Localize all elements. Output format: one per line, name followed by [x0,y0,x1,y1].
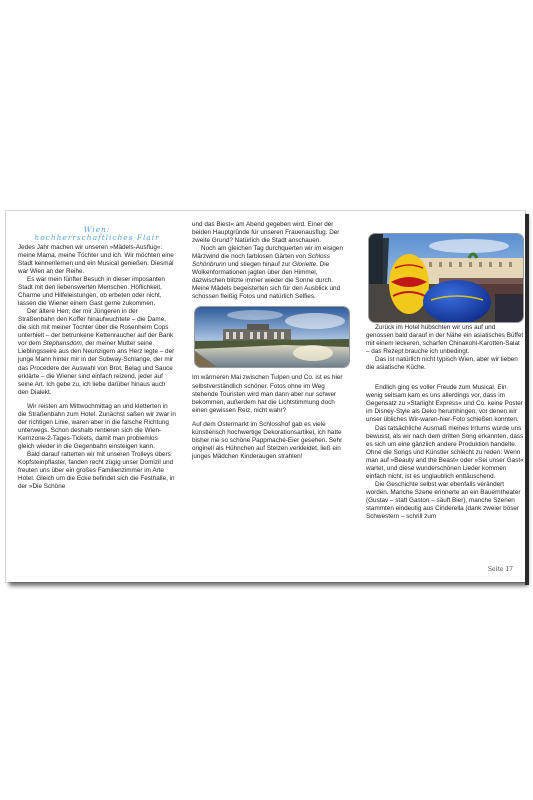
text-column-3 [366,324,524,521]
paragraph: Die Geschichte selbst war ebenfalls verändert worden. Manche Szene erinnerte an ein Bauerntheater (Gustav – statt Gaston – säuft Bier), manche Szenen stammten eindeutig aus Cinderella (dank zweier böser Schwestern – schrill zum [366,480,521,521]
paragraph: Auf dem Ostermarkt im Schlosshof gab es viele künstlerisch hochwertige Dekorationsartikel, ich hatte bisher nie so schöne Pappmaché-Eier gesehen. Sehr originell als Hühnchen auf Stelzen verkleidet, ließ ein junges Mädchen Kinderaugen strahlen! [192,420,343,460]
magazine-page [6,211,525,582]
paragraph: Das ist natürlich nicht typisch Wien, aber wir lieben die asiatische Küche. [366,356,518,372]
article-heading [18,226,176,243]
paragraph: Jedes Jahr machen wir unseren »Mädels-Ausflug«: meine Mama, meine Töchter und ich. Wir möchten eine Stadt kennenlernen und ein Musical genießen. Diesmal war Wien an der Reihe. [18,243,174,275]
heading-line-2: hochherrschaftliches Flair [34,233,160,243]
page-number: Seite 17 [487,566,513,573]
paragraph: Das tatsächliche Ausmaß meines Irrtums wurde uns bewusst, als wir nach dem dritten Song erkannten, dass es sich um eine gänzlich andere Produktion handelte. Ohne die Songs und Künstler schlecht zu reden: Wenn man auf »Beauty and the Beast« oder »Sei unser Gast« wartet, und diese wunderschönen Lieder kommen einfach nicht, ist es unglaublich enttäuschend. [366,424,524,480]
paragraph: Noch am gleichen Tag durchquerten wir im eisigen Märzwind die noch farblosen Gärten von Schloss Schönbrunn und stiegen hinauf zur Gloriette. Die Wolkenformationen jagten über den Himmel, dazwischen blitzte immer wieder die Sonne durch. Meine Mädels begeisterten sich für den Ausblick und schossen fleißig Fotos und natürlich Selfies. [192,245,343,301]
easter-egg-photo [368,233,524,323]
paragraph: Es war mein fünfter Besuch in dieser imposanten Stadt mit den liebenswerten Menschen. Höflichkeit, Charme und Hilfeleistungen, ob erbeten oder nicht, lassen die Wiener einem Gast gerne zukommen. [18,276,165,308]
text-column-2 [192,221,350,461]
heading-line-1: Wien: [83,225,111,234]
paragraph: Der ältere Herr, der mir Jüngeren in der Straßenbahn den Koffer hinaufwuchtete – die Dame, die sich mit meiner Tochter über die Rosenheim Cops unterhielt – der betrunkene Kettenraucher auf der Bank vor dem Stephansdom, der meiner Mutter seine Lieblingsseire aus den Neunzigern ans Herz legte – der junge Mann hinter mir in der Subway-Schlange, der mir das Procedere der Auswahl von Brot, Belag und Sauce erklärte – die Wiener sind einfach reizend, jeder auf seine Art. Ich gebe zu, ich liebe darüber hinaus auch den Dialekt. [18,308,175,396]
paragraph: Bald darauf ratterten wir mit unseren Trolleys übers Kopfsteinpflaster, fanden recht zügig unser Domizil und freuten uns über ein großes Familienzimmer im Arte Hotel. Gleich um die Ecke befindet sich die Festhalle, in der »Die Schöne [18,450,175,491]
text-column-1 [18,226,176,491]
paragraph: Zurück im Hotel hübschten wir uns auf und genossen bald darauf in der Nähe ein asiatisches Büffet mit einem leckeren, scharfen Chinakohl-Karotten-Salat – das Rezept brauche ich unbedingt. [366,324,524,356]
gloriette-photo [194,306,350,368]
paragraph: und das Biest« am Abend gegeben wird. Einer der beiden Hauptgründe für unseren Frauenausflug. Der zweite Grund? Natürlich die Stadt anschauen. [192,221,340,245]
paragraph: Endlich ging es voller Freude zum Musical. Ein wenig seltsam kam es uns allerdings vor, dass im Gegensatz zu »Starlight Express« und Co. keine Poster im Disney-Style als Deko herumhingen, vor denen wir unser übliches Wir-waren-hier-Foto schießen konnten. [366,384,523,424]
paragraph: Wir reisten am Mittwochmittag an und kletterten in die Straßenbahn zum Hotel. Zunächst saßen wir zwar in der richtigen Linie, waren aber in die falsche Richtung unterwegs. Schon deshalb rentieren sich die Wien-Kernzone-2-Tages-Tickets, damit man problemlos gleich wieder in die Gegenbahn einsteigen kann. [18,402,176,450]
paragraph: Im wärmeren Mai zwischen Tulpen und Co. ist es hier selbstverständlich schöner. Fotos ohne im Weg stehende Touristen wird man dann aber nur schwer bekommen, außerdem hat die Lichtstimmung doch einen gewissen Reiz, nicht wahr? [192,374,343,414]
